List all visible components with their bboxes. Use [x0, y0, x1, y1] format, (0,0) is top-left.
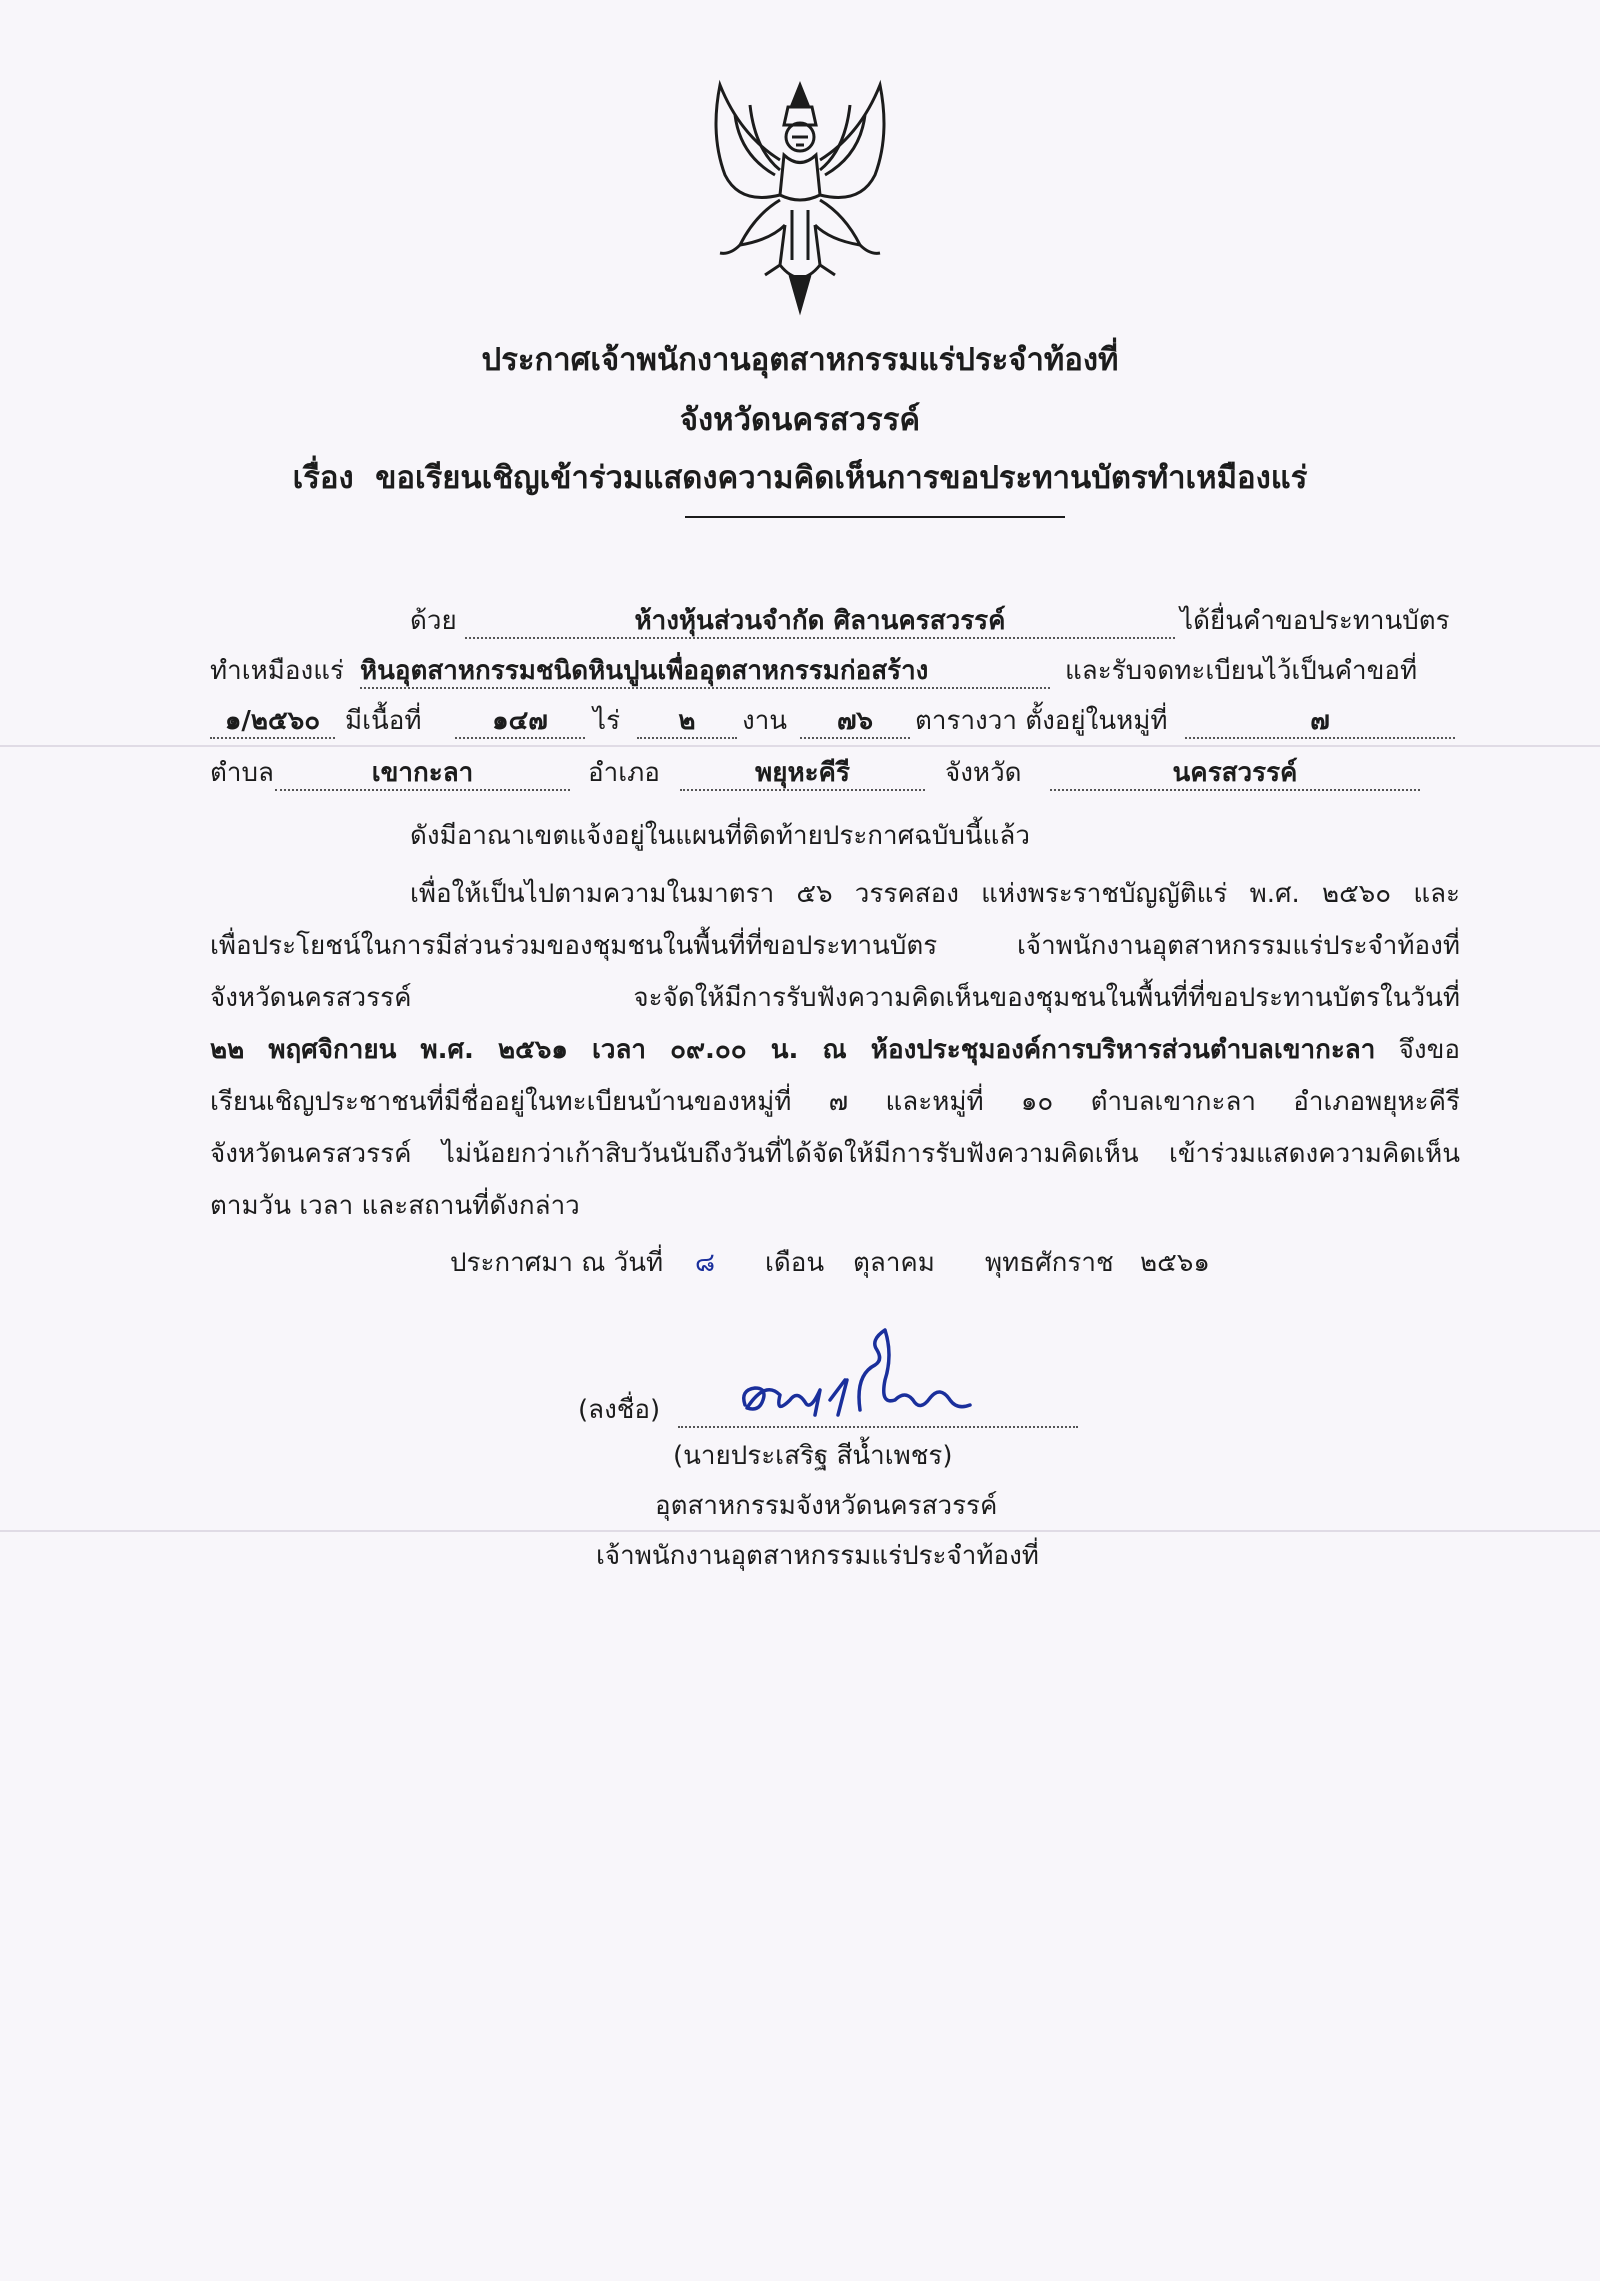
ngan-field: ๒	[637, 703, 737, 739]
subject-label: เรื่อง	[292, 460, 354, 496]
body-line-3: จังหวัดนครสวรรค์ จะจัดให้มีการรับฟังความคิดเห็นของชุมชนในพื้นที่ที่ขอประทานบัตรในวันที่	[210, 983, 1460, 1013]
announce-year: ๒๕๖๑	[1140, 1248, 1210, 1278]
body-line-4-rest: จึงขอ	[1398, 1035, 1460, 1065]
body-line-4	[210, 1024, 1460, 1076]
ngan-label: งาน	[742, 706, 788, 736]
sign-label: (ลงชื่อ)	[578, 1395, 661, 1425]
amphoe-field: พยุหะคีรี	[680, 755, 925, 791]
paper-fold	[0, 745, 1600, 747]
rai-label: ไร่	[593, 706, 621, 736]
by-label: ด้วย	[410, 606, 457, 636]
mineral-field: หินอุตสาหกรรมชนิดหินปูนเพื่ออุตสาหกรรมก่อสร้าง	[360, 653, 1050, 689]
announce-month: ตุลาคม	[853, 1248, 935, 1278]
province-field: นครสวรรค์	[1050, 755, 1420, 791]
announce-prefix: ประกาศมา ณ วันที่	[450, 1248, 664, 1278]
header-line-2: จังหวัดนครสวรรค์	[679, 402, 921, 438]
title-underline	[685, 516, 1065, 518]
amphoe-label: อำเภอ	[588, 758, 660, 788]
announce-month-label: เดือน	[765, 1248, 825, 1278]
province-label: จังหวัด	[945, 758, 1022, 788]
body-line-7: ตามวัน เวลา และสถานที่ดังกล่าว	[210, 1191, 580, 1221]
paper-fold	[0, 1530, 1600, 1532]
body-line-6: จังหวัดนครสวรรค์ ไม่น้อยกว่าเก้าสิบวันนับถึงวันที่ได้จัดให้มีการรับฟังความคิดเห็น เข้าร่วมแสดงความคิดเห็น	[210, 1139, 1460, 1169]
moo-field: ๗	[1185, 703, 1455, 739]
subject-line	[200, 456, 1400, 500]
registered-text: และรับจดทะเบียนไว้เป็นคำขอที่	[1065, 656, 1418, 686]
wa-field: ๗๖	[800, 703, 910, 739]
tambon-label: ตำบล	[210, 758, 274, 788]
body-paragraph	[210, 868, 1460, 1232]
body-line-5: เรียนเชิญประชาชนที่มีชื่ออยู่ในทะเบียนบ้านของหมู่ที่ ๗ และหมู่ที่ ๑๐ ตำบลเขากะลา อำเภอพยุหะคีรี	[210, 1087, 1460, 1117]
body-line-1: เพื่อให้เป็นไปตามความในมาตรา ๕๖ วรรคสอง แห่งพระราชบัญญัติแร่ พ.ศ. ๒๕๖๐ และ	[410, 879, 1460, 909]
announce-year-label: พุทธศักราช	[985, 1248, 1114, 1278]
announce-day: ๘	[695, 1248, 716, 1278]
subject-text: ขอเรียนเชิญเข้าร่วมแสดงความคิดเห็นการขอประทานบัตรทำเหมืองแร่	[375, 460, 1308, 496]
meeting-details: ๒๒ พฤศจิกายน พ.ศ. ๒๕๖๑ เวลา ๐๙.๐๐ น. ณ ห้องประชุมองค์การบริหารส่วนตำบลเขากะลา	[210, 1035, 1376, 1065]
signer-position-2: เจ้าพนักงานอุตสาหกรรมแร่ประจำท้องที่	[596, 1541, 1039, 1571]
area-label: มีเนื้อที่	[345, 706, 422, 736]
mining-label: ทำเหมืองแร่	[210, 656, 344, 686]
signer-position-1: อุตสาหกรรมจังหวัดนครสวรรค์	[655, 1491, 998, 1521]
request-no-field: ๑/๒๕๖๐	[210, 703, 335, 739]
wa-label: ตารางวา ตั้งอยู่ในหมู่ที่	[915, 706, 1168, 736]
signer-name: (นายประเสริฐ สีน้ำเพชร)	[673, 1441, 953, 1471]
tambon-field: เขากะลา	[275, 755, 570, 791]
map-note: ดังมีอาณาเขตแจ้งอยู่ในแผนที่ติดท้ายประกาศฉบับนี้แล้ว	[410, 821, 1030, 851]
body-line-2: เพื่อประโยชน์ในการมีส่วนร่วมของชุมชนในพื้นที่ที่ขอประทานบัตร เจ้าพนักงานอุตสาหกรรมแร่ประจำท้องที่	[210, 931, 1460, 961]
filed-text: ได้ยื่นคำขอประทานบัตร	[1180, 606, 1450, 636]
rai-field: ๑๔๗	[455, 703, 585, 739]
applicant-field: ห้างหุ้นส่วนจำกัด ศิลานครสวรรค์	[465, 603, 1175, 639]
header-line-1: ประกาศเจ้าพนักงานอุตสาหกรรมแร่ประจำท้องที่	[481, 342, 1119, 378]
garuda-emblem-icon	[680, 75, 920, 320]
handwritten-signature	[735, 1320, 975, 1440]
